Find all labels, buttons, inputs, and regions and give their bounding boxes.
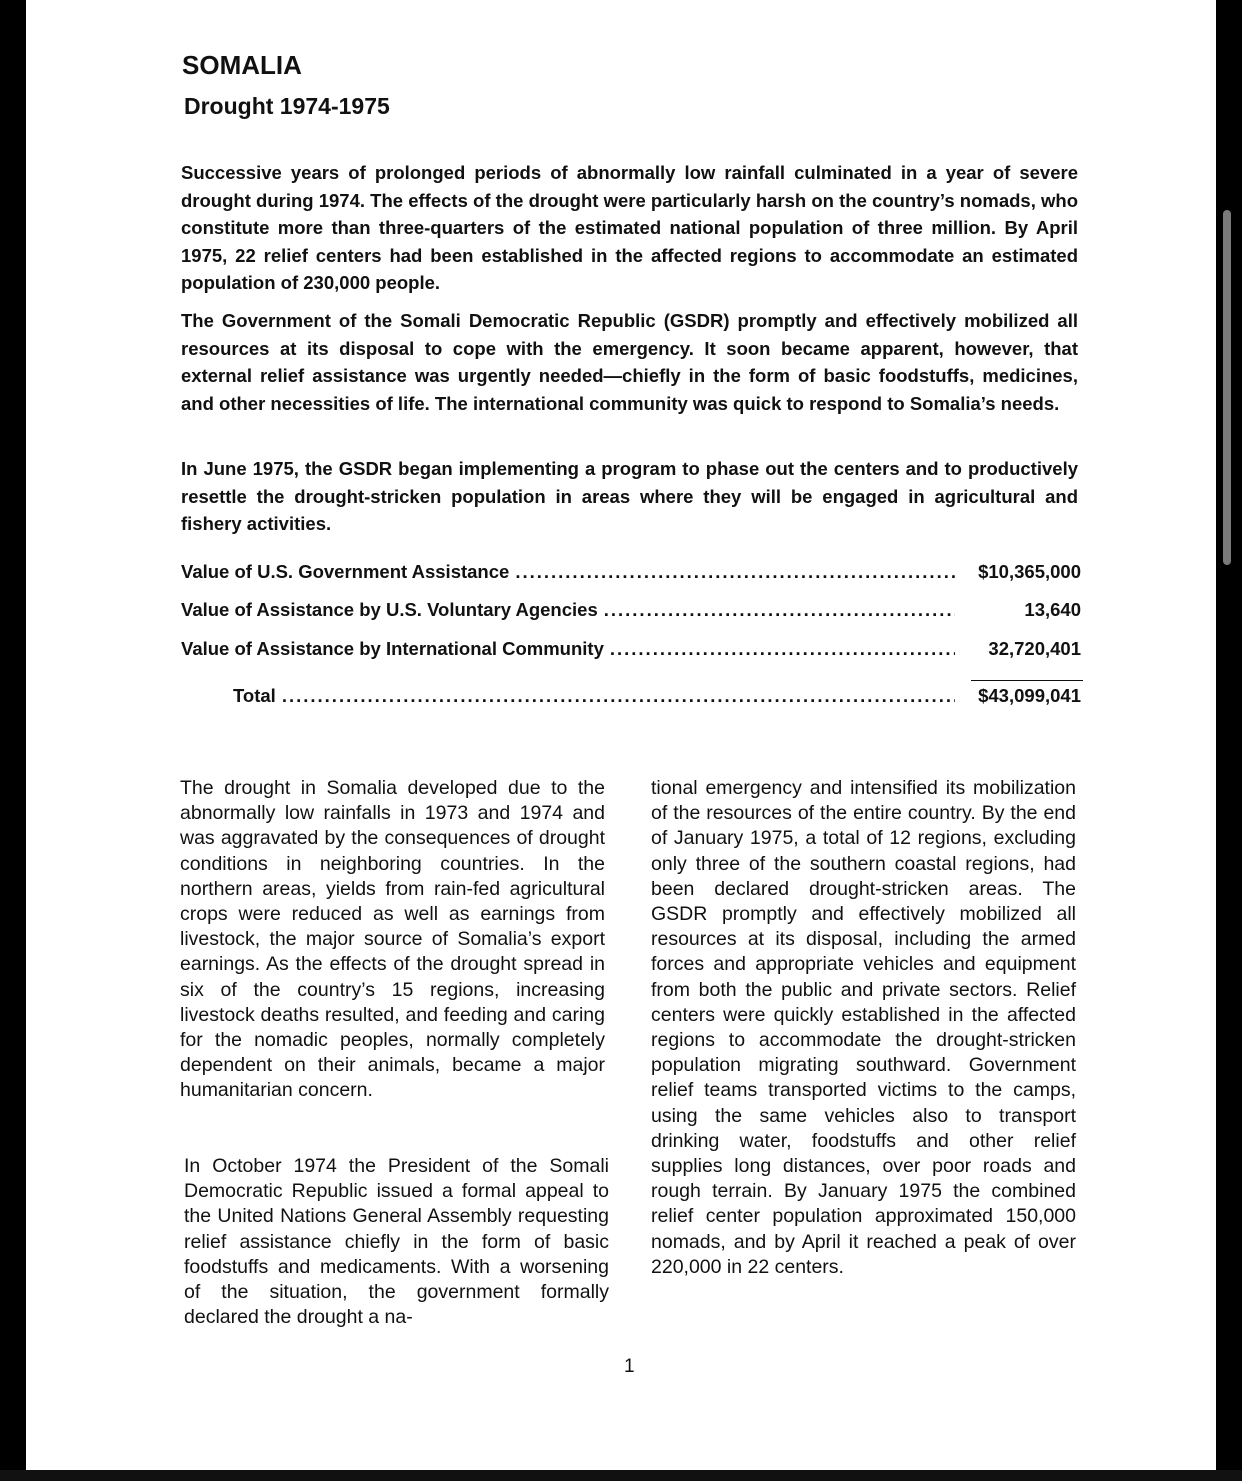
page-subtitle: Drought 1974-1975 (184, 93, 390, 119)
table-row (181, 638, 1081, 664)
row-value: 32,720,401 (988, 638, 1081, 659)
row-label: Value of U.S. Government Assistance (181, 561, 510, 582)
summary-paragraph: Successive years of prolonged periods of abnormally low rainfall culminated in a year of severe drought during 1974. The effects of the drought were particularly harsh on the country’s nomads, who constitute more than three-quarters of the estimated national population of three million. By April 1975, 22 relief centers had been established in the affected regions to accommodate an estimated population of 230,000 people. (181, 162, 1078, 293)
body-paragraph: tional emergency and intensified its mobilization of the resources of the entire country. By the end of January 1975, a total of 12 regions, excluding only three of the southern coastal regions, had been declared drought-stricken areas. The GSDR promptly and effectively mobilized all resources at its disposal, including the armed forces and appropriate vehicles and equipment from both the public and private sectors. Relief centers were quickly established in the affected regions to accommodate the drought-stricken population migrating southward. Government relief teams transported victims to the camps, using the same vehicles also to transport drinking water, foodstuffs and other relief supplies long distances, over poor roads and rough terrain. By January 1975 the combined relief center population approximated 150,000 nomads, and by April it reached a peak of over 220,000 in 22 centers. (651, 777, 1076, 1278)
total-rule (971, 680, 1083, 681)
dot-leader (610, 638, 955, 660)
page-number: 1 (624, 1356, 635, 1377)
body-paragraph: The drought in Somalia developed due to the abnormally low rainfalls in 1973 and 1974 and was aggravated by the consequences of drought conditions in neighboring countries. In the northern areas, yields from rain-fed agricultural crops were reduced as well as earnings from livestock, the major source of Somalia’s export earnings. As the effects of the drought spread in six of the country’s 15 regions, increasing livestock deaths resulted, and feeding and caring for the nomadic peoples, normally completely dependent on their animals, became a major humanitarian concern. (180, 777, 605, 1102)
bottom-edge (0, 1470, 1242, 1481)
dot-leader (282, 685, 955, 707)
dot-leader (515, 561, 955, 583)
body-paragraph: In October 1974 the President of the Somali Democratic Republic issued a formal appeal to the United Nations General Assembly requesting relief assistance chiefly in the form of basic foodstuffs and medicaments. With a worsening of the situation, the government formally declared the drought a na- (184, 1155, 609, 1329)
scrollbar-thumb[interactable] (1223, 210, 1231, 565)
summary-paragraph: In June 1975, the GSDR began implementing a program to phase out the centers and to productively resettle the drought-stricken population in areas where they will be engaged in agricultural and fishery activities. (181, 458, 1078, 534)
table-row (181, 599, 1081, 625)
row-label: Value of Assistance by International Community (181, 638, 604, 659)
row-value: 13,640 (1024, 599, 1081, 620)
total-label: Total (233, 685, 276, 706)
document-page (26, 0, 1216, 1470)
summary-paragraph: The Government of the Somali Democratic Republic (GSDR) promptly and effectively mobilized all resources at its disposal to cope with the emergency. It soon became apparent, however, that external relief assistance was urgently needed—chiefly in the form of basic foodstuffs, medicines, and other necessities of life. The international community was quick to respond to Somalia’s needs. (181, 310, 1078, 414)
dot-leader (604, 599, 955, 621)
row-value: $10,365,000 (978, 561, 1081, 582)
total-row (181, 685, 1081, 711)
page-title: SOMALIA (182, 50, 302, 80)
table-row (181, 561, 1081, 587)
row-label: Value of Assistance by U.S. Voluntary Agencies (181, 599, 598, 620)
total-value: $43,099,041 (978, 685, 1081, 706)
